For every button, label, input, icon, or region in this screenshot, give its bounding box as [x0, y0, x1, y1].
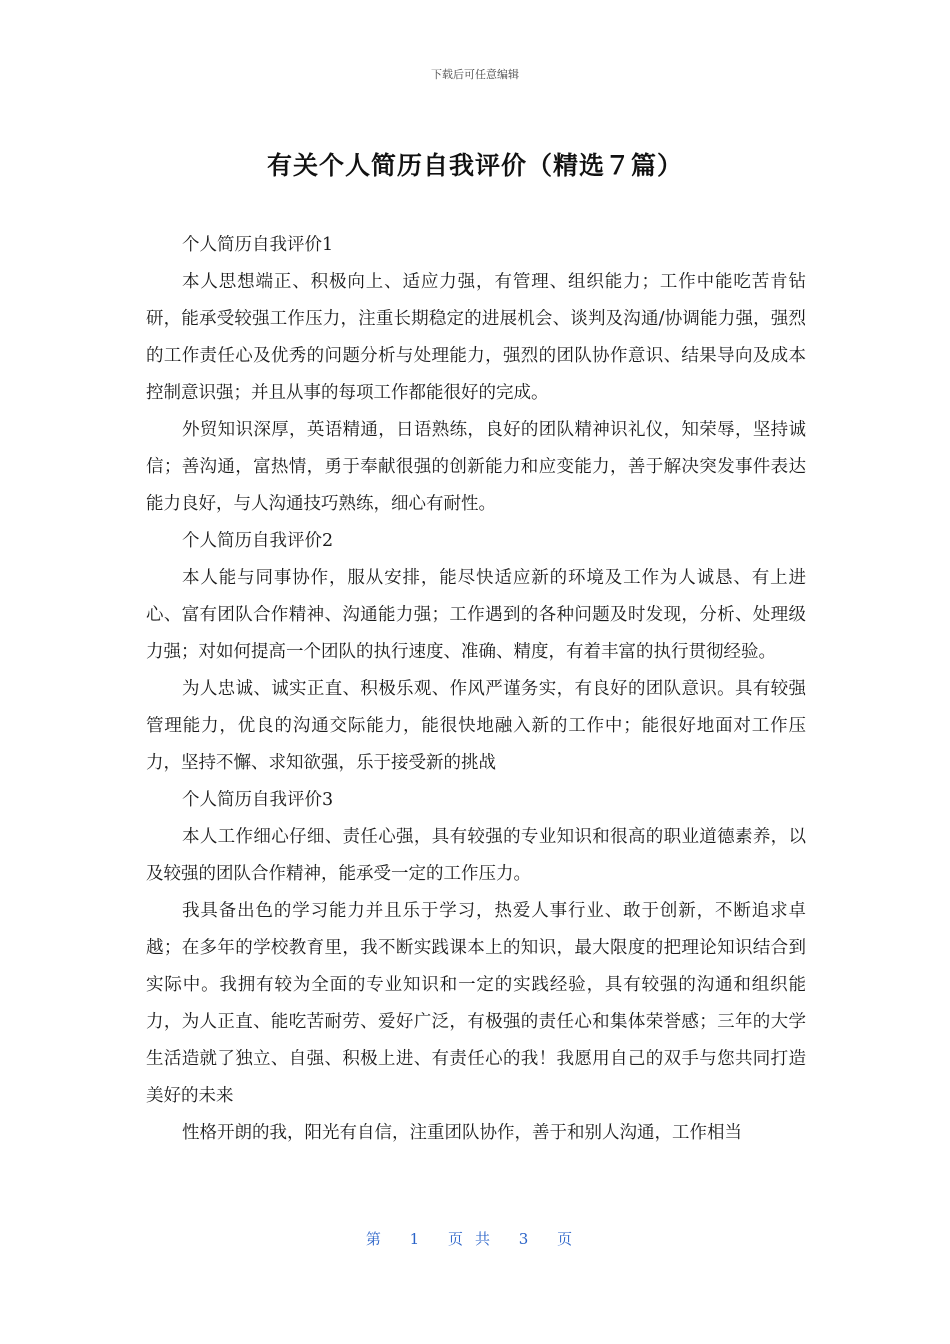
section-heading-2: 个人简历自我评价2: [182, 531, 334, 551]
paragraph-3-3: 性格开朗的我，阳光有自信，注重团队协作，善于和别人沟通，工作相当: [182, 1123, 742, 1143]
paragraph-3-1: 本人工作细心仔细、责任心强，具有较强的专业知识和很高的职业道德素养，以及较强的团队合作精神，能承受一定的工作压力。: [146, 827, 806, 884]
section-heading-1: 个人简历自我评价1: [182, 235, 334, 255]
page-header-note: 下载后可任意编辑: [431, 68, 519, 81]
paragraph-3-2: 我具备出色的学习能力并且乐于学习，热爱人事行业、敢于创新，不断追求卓越；在多年的学校教育里，我不断实践课本上的知识，最大限度的把理论知识结合到实际中。我拥有较为全面的专业知识和一定的实践经验，具有较强的沟通和组织能力，为人正直、能吃苦耐劳、爱好广泛，有极强的责任心和集体荣誉感；三年的大学生活造就了独立、自强、积极上进、有责任心的我！我愿用自己的双手与您共同打造美好的未来: [146, 901, 806, 1106]
paragraph-1-1: 本人思想端正、积极向上、适应力强，有管理、组织能力；工作中能吃苦肯钻研，能承受较强工作压力，注重长期稳定的进展机会、谈判及沟通/协调能力强，强烈的工作责任心及优秀的问题分析与处理能力，强烈的团队协作意识、结果导向及成本控制意识强；并且从事的每项工作都能很好的完成。: [146, 272, 806, 403]
document-title: 有关个人简历自我评价（精选７篇）: [266, 151, 683, 180]
document-body: [146, 227, 806, 1152]
section-heading-3: 个人简历自我评价3: [182, 790, 334, 810]
paragraph-2-1: 本人能与同事协作，服从安排，能尽快适应新的环境及工作为人诚恳、有上进心、富有团队合作精神、沟通能力强；工作遇到的各种问题及时发现，分析、处理级力强；对如何提高一个团队的执行速度、准确、精度，有着丰富的执行贯彻经验。: [146, 568, 806, 662]
paragraph-2-2: 为人忠诚、诚实正直、积极乐观、作风严谨务实，有良好的团队意识。具有较强管理能力，优良的沟通交际能力，能很快地融入新的工作中；能很好地面对工作压力，坚持不懈、求知欲强，乐于接受新的挑战: [146, 679, 806, 773]
paragraph-1-2: 外贸知识深厚，英语精通，日语熟练，良好的团队精神识礼仪，知荣辱，坚持诚信；善沟通，富热情，勇于奉献很强的创新能力和应变能力，善于解决突发事件表达能力良好，与人沟通技巧熟练，细心有耐性。: [146, 420, 806, 514]
page-number: 第 1 页共 3 页: [365, 1230, 585, 1248]
